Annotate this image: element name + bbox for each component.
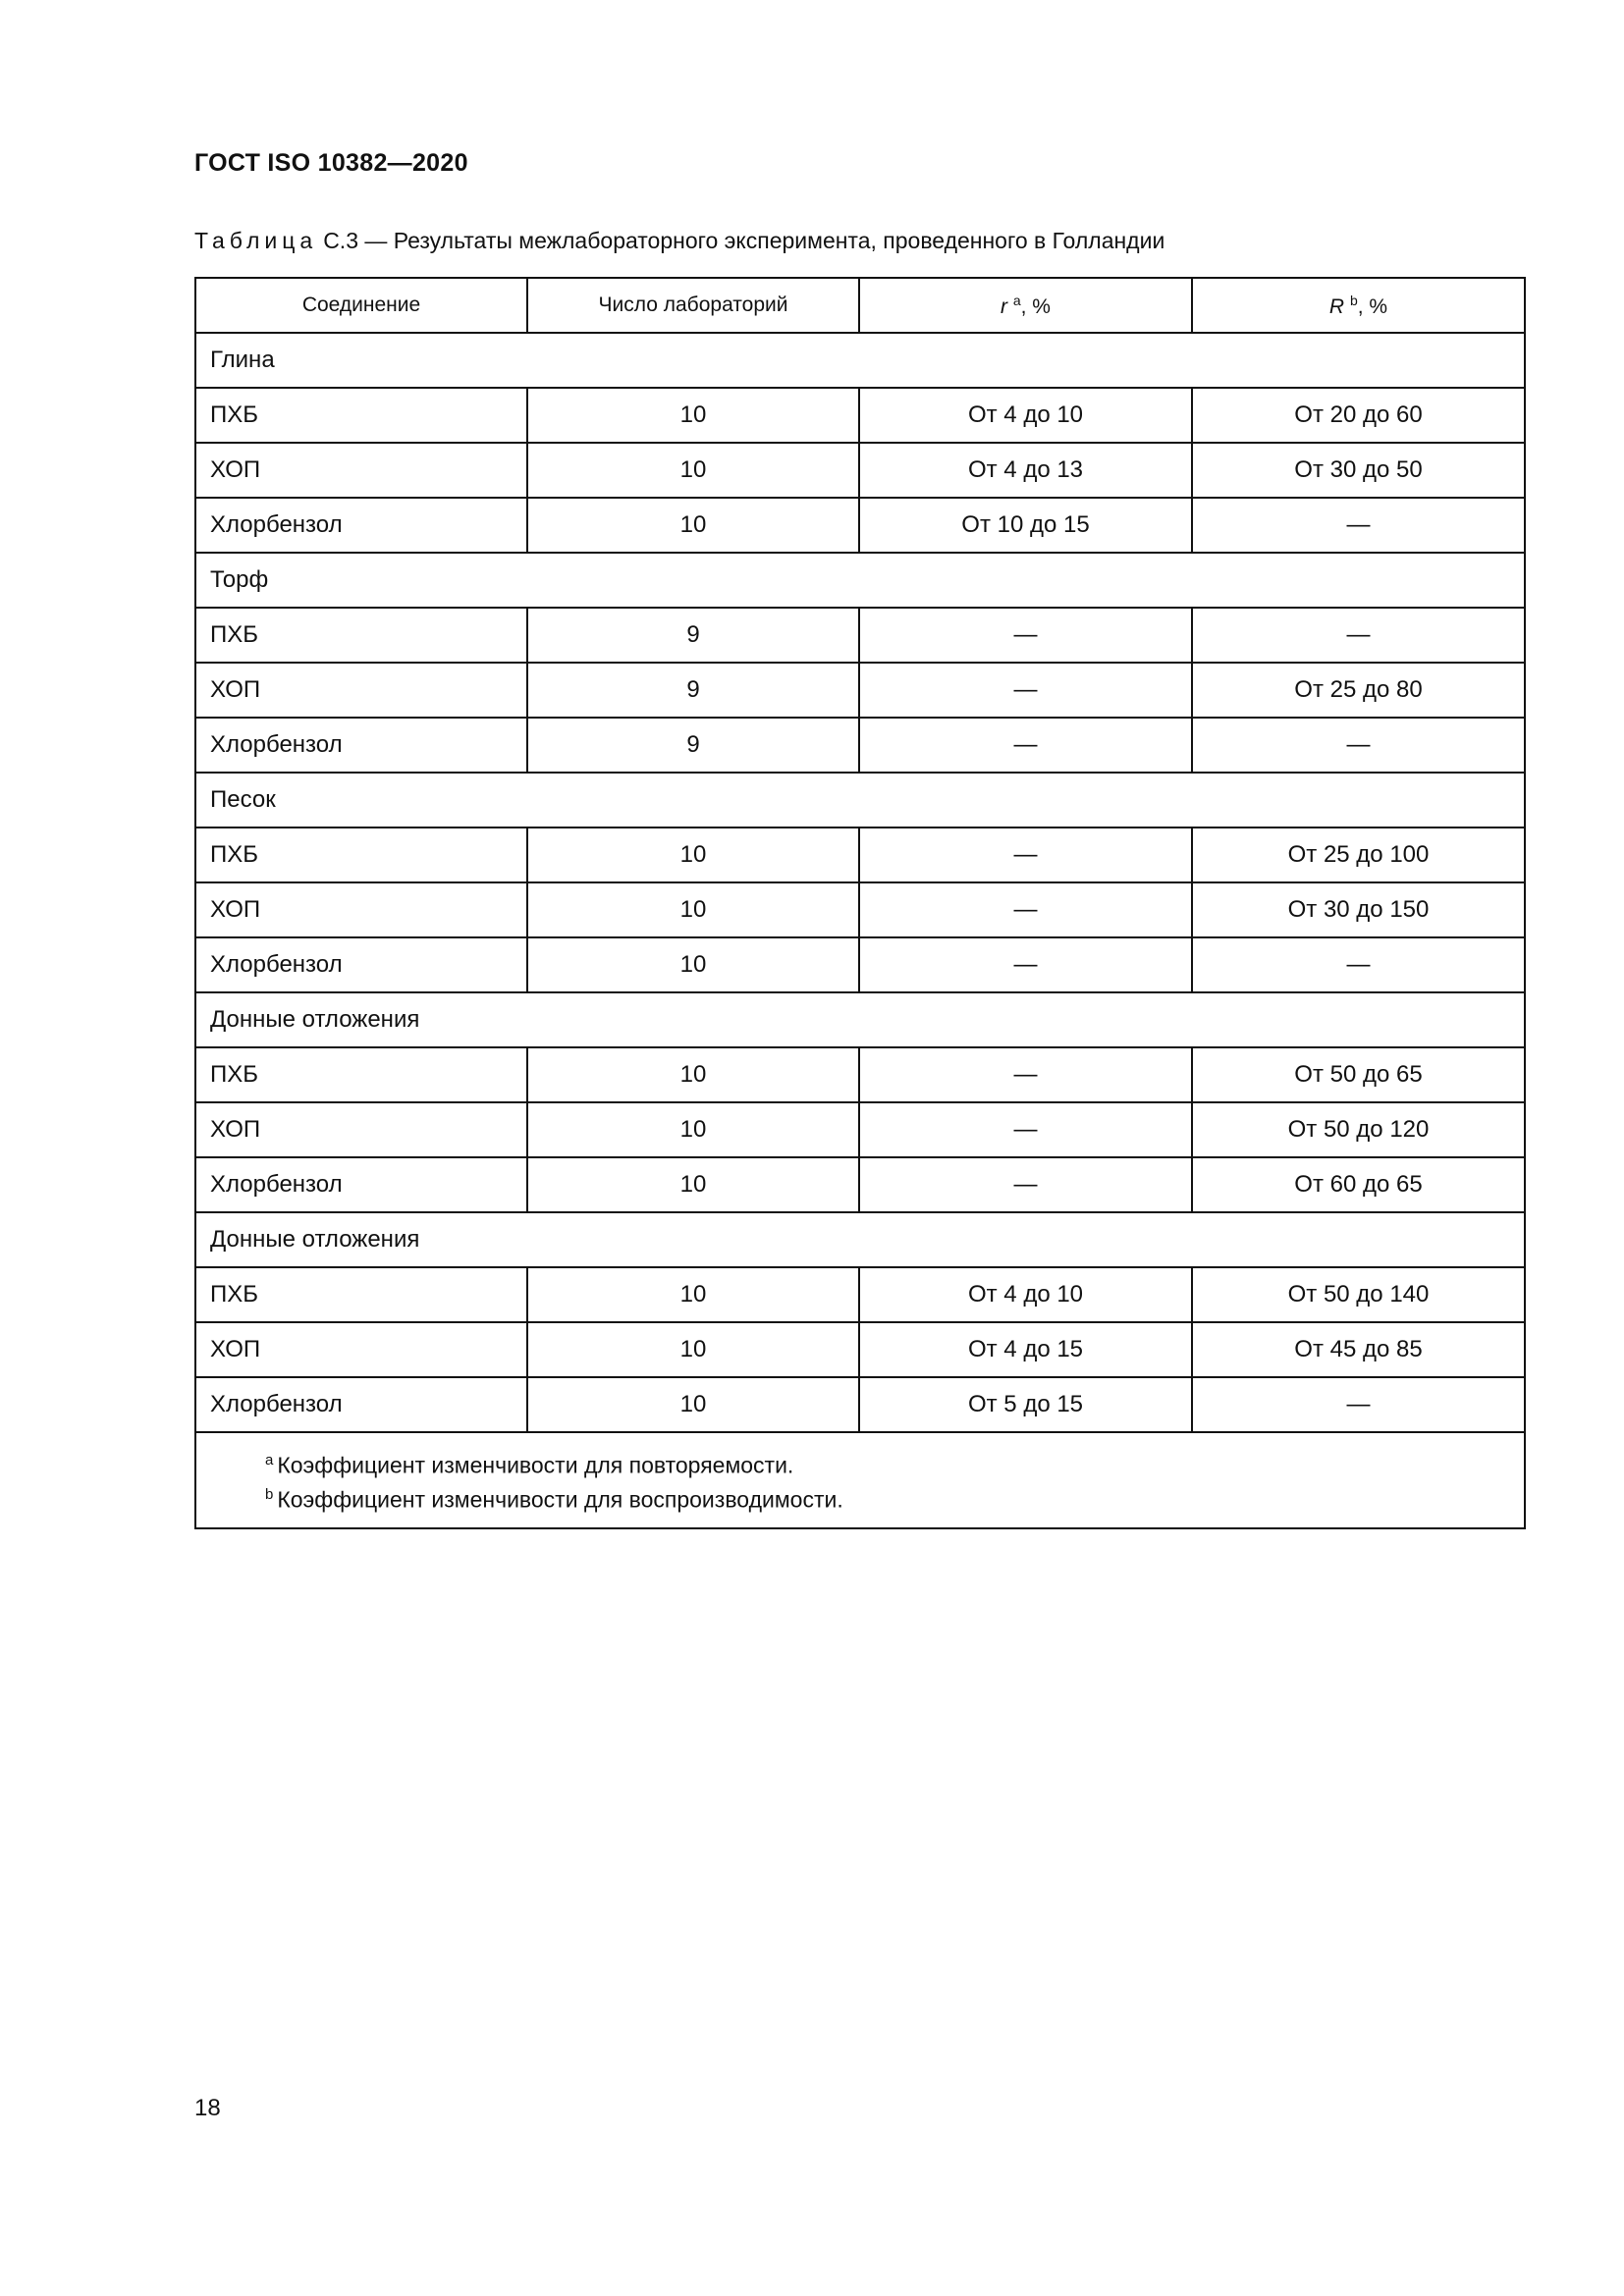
cell-r: — xyxy=(859,882,1192,937)
cell-R: От 30 до 150 xyxy=(1192,882,1525,937)
cell-labs: 10 xyxy=(527,1102,859,1157)
cell-compound: ПХБ xyxy=(195,388,527,443)
cell-R: От 50 до 65 xyxy=(1192,1047,1525,1102)
cell-compound: ХОП xyxy=(195,1322,527,1377)
table-row xyxy=(195,1267,1525,1322)
cell-labs: 9 xyxy=(527,718,859,773)
cell-labs: 9 xyxy=(527,663,859,718)
cell-R: От 25 до 100 xyxy=(1192,828,1525,882)
header-labs: Число лабораторий xyxy=(527,278,859,333)
group-name: Песок xyxy=(195,773,1525,828)
cell-r: От 4 до 13 xyxy=(859,443,1192,498)
notes-row xyxy=(195,1432,1525,1528)
note-text: Коэффициент изменчивости для повторяемости. xyxy=(277,1453,794,1478)
table-caption xyxy=(194,228,1164,254)
cell-labs: 10 xyxy=(527,1267,859,1322)
cell-compound: ХОП xyxy=(195,1102,527,1157)
group-row xyxy=(195,1212,1525,1267)
table-row xyxy=(195,663,1525,718)
cell-r: — xyxy=(859,663,1192,718)
cell-r: От 4 до 10 xyxy=(859,388,1192,443)
cell-labs: 10 xyxy=(527,443,859,498)
header-r xyxy=(859,278,1192,333)
table-row xyxy=(195,388,1525,443)
header-compound: Соединение xyxy=(195,278,527,333)
table-body xyxy=(195,333,1525,1432)
cell-R: От 30 до 50 xyxy=(1192,443,1525,498)
table-row xyxy=(195,1322,1525,1377)
cell-r: От 4 до 15 xyxy=(859,1322,1192,1377)
group-row xyxy=(195,773,1525,828)
header-r-unit: , % xyxy=(1020,294,1051,318)
cell-r: — xyxy=(859,1102,1192,1157)
cell-r: От 4 до 10 xyxy=(859,1267,1192,1322)
table-row xyxy=(195,1047,1525,1102)
table-row xyxy=(195,828,1525,882)
header-R-sup: b xyxy=(1349,292,1358,308)
cell-labs: 10 xyxy=(527,1047,859,1102)
cell-labs: 9 xyxy=(527,608,859,663)
header-R-var: R xyxy=(1328,294,1345,318)
cell-r: — xyxy=(859,828,1192,882)
cell-r: — xyxy=(859,718,1192,773)
table-row xyxy=(195,1102,1525,1157)
cell-r: — xyxy=(859,937,1192,992)
cell-R: — xyxy=(1192,937,1525,992)
cell-compound: ПХБ xyxy=(195,1267,527,1322)
caption-text: С.3 — Результаты межлабораторного эксперимента, проведенного в Голландии xyxy=(323,228,1165,253)
cell-compound: ХОП xyxy=(195,882,527,937)
cell-compound: ПХБ xyxy=(195,608,527,663)
cell-compound: ПХБ xyxy=(195,1047,527,1102)
cell-R: — xyxy=(1192,1377,1525,1432)
cell-r: От 5 до 15 xyxy=(859,1377,1192,1432)
cell-labs: 10 xyxy=(527,388,859,443)
cell-R: — xyxy=(1192,608,1525,663)
cell-compound: Хлорбензол xyxy=(195,718,527,773)
group-name: Торф xyxy=(195,553,1525,608)
cell-R: — xyxy=(1192,498,1525,553)
cell-labs: 10 xyxy=(527,828,859,882)
cell-R: От 25 до 80 xyxy=(1192,663,1525,718)
cell-compound: ХОП xyxy=(195,663,527,718)
header-R-unit: , % xyxy=(1357,294,1388,318)
cell-labs: 10 xyxy=(527,498,859,553)
note-b xyxy=(265,1480,1524,1515)
cell-R: — xyxy=(1192,718,1525,773)
cell-compound: Хлорбензол xyxy=(195,498,527,553)
cell-r: — xyxy=(859,1047,1192,1102)
cell-R: От 45 до 85 xyxy=(1192,1322,1525,1377)
group-row xyxy=(195,333,1525,388)
table-row xyxy=(195,498,1525,553)
cell-R: От 50 до 140 xyxy=(1192,1267,1525,1322)
header-r-var: r xyxy=(1001,294,1007,318)
table-row xyxy=(195,1157,1525,1212)
table-row xyxy=(195,608,1525,663)
cell-compound: Хлорбензол xyxy=(195,1157,527,1212)
notes-cell xyxy=(195,1432,1525,1528)
cell-compound: ХОП xyxy=(195,443,527,498)
note-mark: a xyxy=(265,1452,274,1469)
cell-labs: 10 xyxy=(527,1157,859,1212)
page-number: 18 xyxy=(194,2095,221,2121)
table-row xyxy=(195,718,1525,773)
group-row xyxy=(195,992,1525,1047)
group-name: Глина xyxy=(195,333,1525,388)
table-row xyxy=(195,937,1525,992)
cell-r: От 10 до 15 xyxy=(859,498,1192,553)
cell-R: От 50 до 120 xyxy=(1192,1102,1525,1157)
note-mark: b xyxy=(265,1486,274,1503)
cell-compound: Хлорбензол xyxy=(195,1377,527,1432)
cell-R: От 20 до 60 xyxy=(1192,388,1525,443)
cell-r: — xyxy=(859,1157,1192,1212)
cell-labs: 10 xyxy=(527,1322,859,1377)
cell-labs: 10 xyxy=(527,882,859,937)
header-r-sup: a xyxy=(1012,292,1021,308)
cell-labs: 10 xyxy=(527,1377,859,1432)
cell-r: — xyxy=(859,608,1192,663)
table-row xyxy=(195,1377,1525,1432)
cell-labs: 10 xyxy=(527,937,859,992)
note-a xyxy=(265,1446,1524,1480)
group-name: Донные отложения xyxy=(195,1212,1525,1267)
note-text: Коэффициент изменчивости для воспроизводимости. xyxy=(277,1486,843,1513)
group-name: Донные отложения xyxy=(195,992,1525,1047)
document-code: ГОСТ ISO 10382—2020 xyxy=(194,149,468,177)
results-table xyxy=(194,277,1526,1529)
table-row xyxy=(195,882,1525,937)
cell-R: От 60 до 65 xyxy=(1192,1157,1525,1212)
caption-label: Таблица xyxy=(194,228,318,253)
cell-compound: Хлорбензол xyxy=(195,937,527,992)
group-row xyxy=(195,553,1525,608)
table-row xyxy=(195,443,1525,498)
header-R xyxy=(1192,278,1525,333)
cell-compound: ПХБ xyxy=(195,828,527,882)
table-header-row xyxy=(195,278,1525,333)
